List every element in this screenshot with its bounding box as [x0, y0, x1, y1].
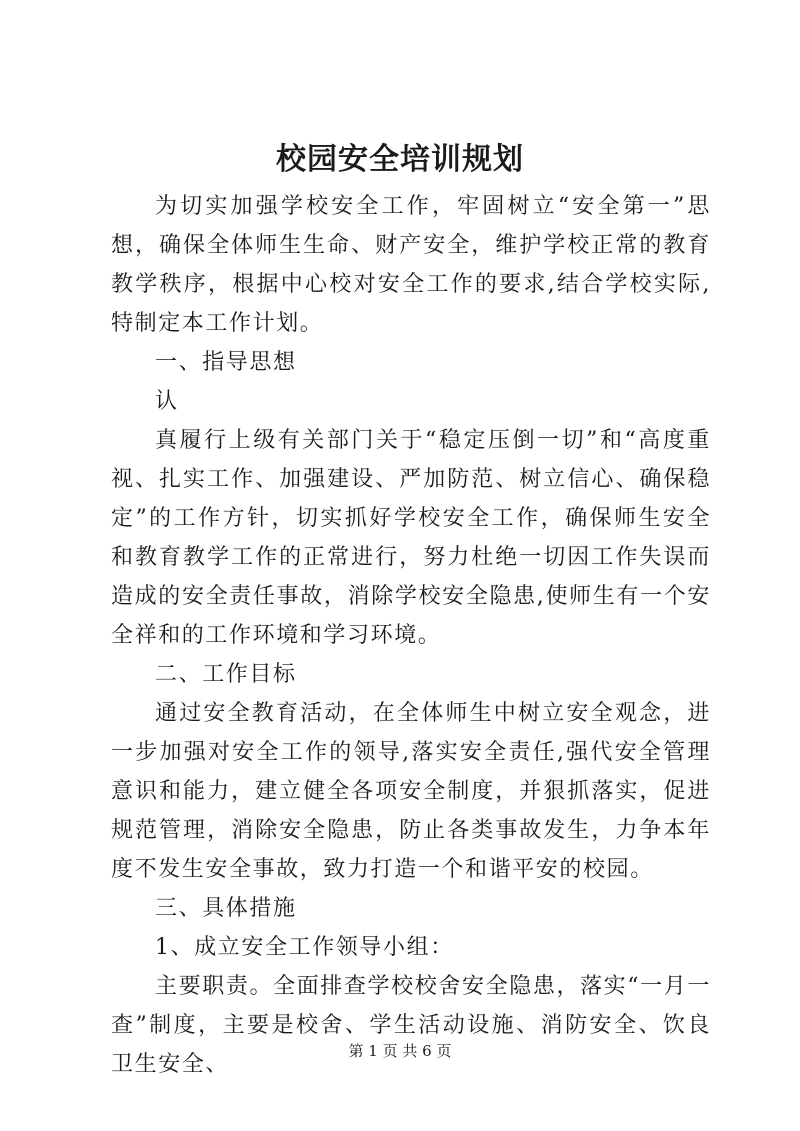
section-heading-measures: 三、具体措施 [155, 896, 297, 921]
paragraph-fragment: 认 [155, 389, 179, 414]
section-heading-guiding-ideology: 一、指导思想 [155, 350, 297, 375]
guiding-ideology-paragraph: 真履行上级有关部门关于“稳定压倒一切”和“高度重视、扎实工作、加强建设、严加防范、树立信心、确保稳定”的工作方针，切实抓好学校安全工作，确保师生安全和教育教学工作的正常进行，努力杜绝一切因工作失误而造成的安全责任事故，消除学校安全隐患,使师生有一个安全祥和的工作环境和学习环境。 [111, 428, 711, 648]
responsibilities-paragraph: 主要职责。全面排查学校校舍安全隐患，落实“一月一查”制度，主要是校舍、学生活动设施、消防安全、饮良卫生安全、 [111, 974, 711, 1077]
section-heading-work-goals: 二、工作目标 [155, 662, 297, 687]
measure-item-heading: 1、成立安全工作领导小组： [155, 935, 454, 960]
document-title: 校园安全培训规划 [276, 142, 524, 177]
document-body [111, 187, 711, 1084]
intro-paragraph: 为切实加强学校安全工作，牢固树立“安全第一”思想，确保全体师生生命、财产安全，维护学校正常的教育教学秩序，根据中心校对安全工作的要求,结合学校实际,特制定本工作计划。 [111, 194, 711, 336]
work-goals-paragraph: 通过安全教育活动，在全体师生中树立安全观念，进一步加强对安全工作的领导,落实安全责任,强代安全管理意识和能力，建立健全各项安全制度，并狠抓落实，促进规范管理，消除安全隐患，防止各类事故发生，力争本年度不发生安全事故，致力打造一个和谐平安的校园。 [111, 701, 711, 882]
page-footer: 第 1 页 共 6 页 [348, 1042, 452, 1060]
